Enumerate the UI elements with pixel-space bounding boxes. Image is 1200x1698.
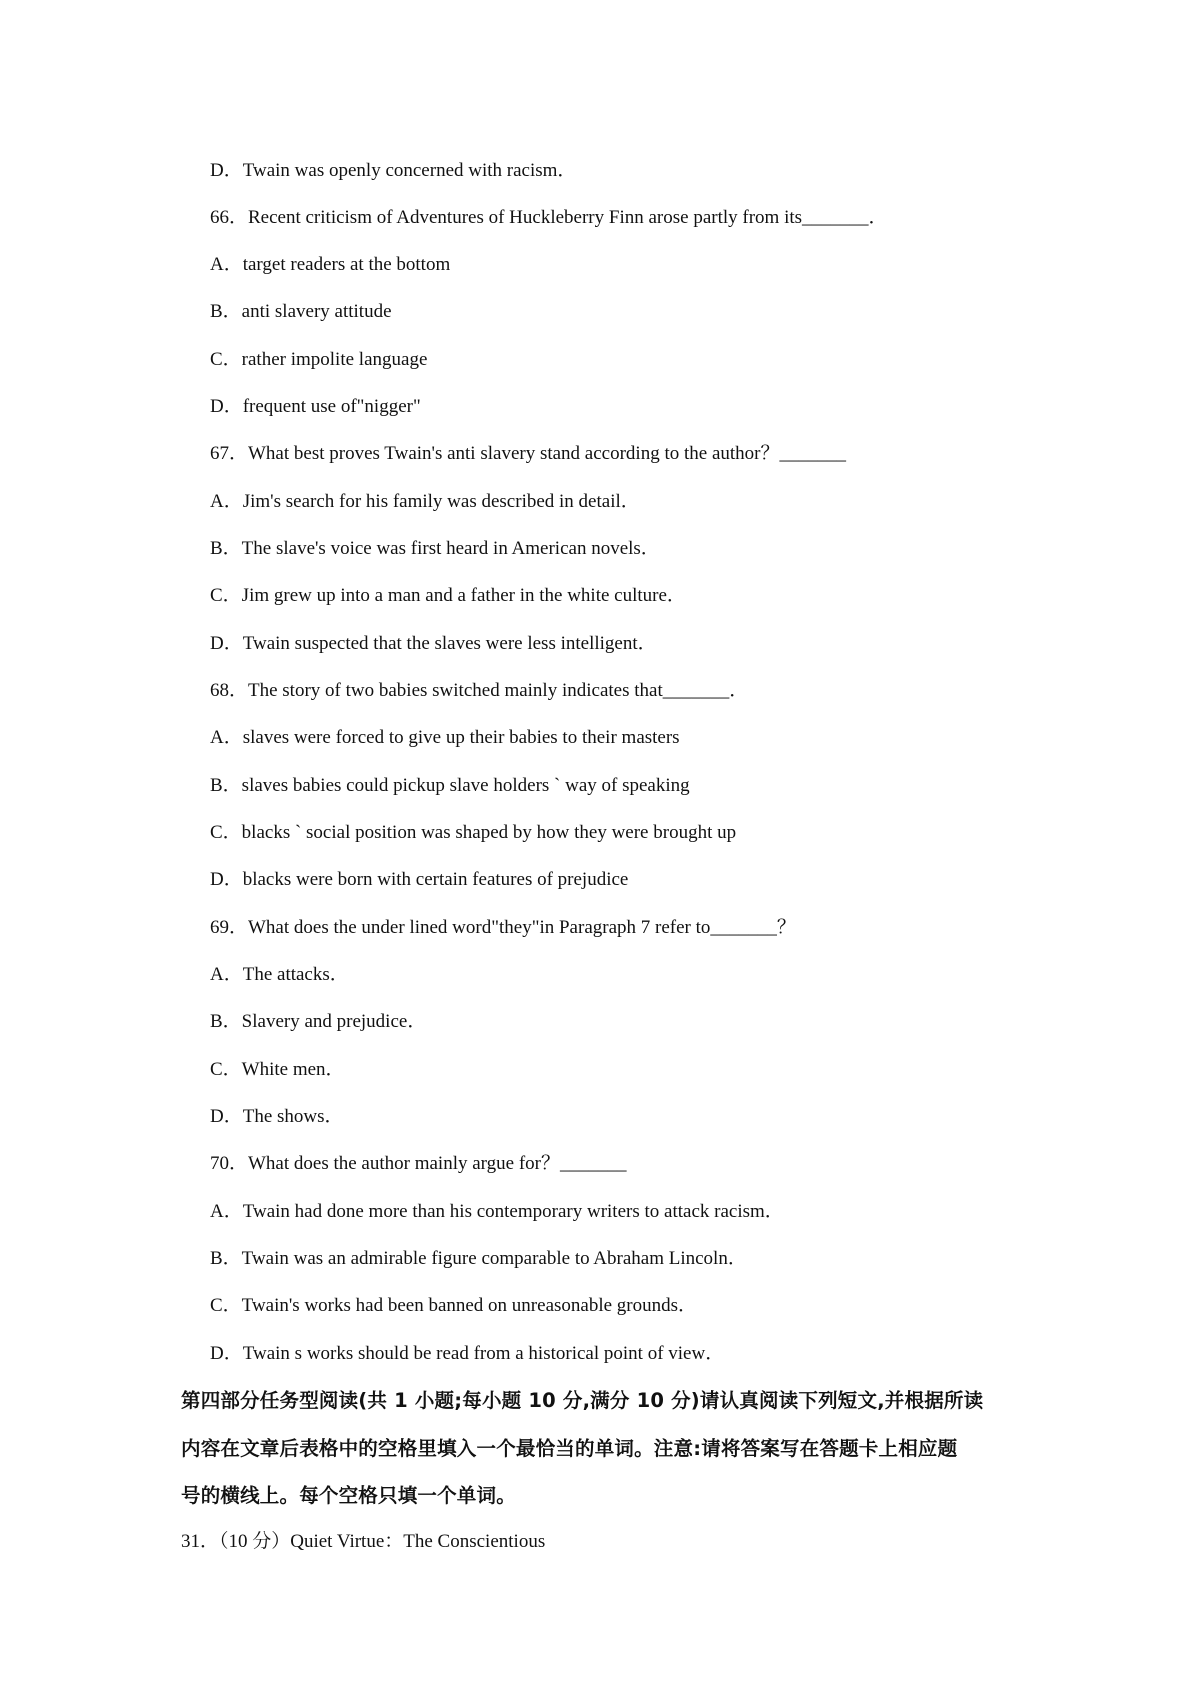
option-d-66: D．frequent use of"nigger" bbox=[210, 396, 421, 417]
option-c-70: C．Twain's works had been banned on unreasonable grounds． bbox=[210, 1295, 698, 1316]
option-d-67: D．Twain suspected that the slaves were less intelligent． bbox=[210, 633, 657, 654]
option-b-67: B．The slave's voice was first heard in American novels． bbox=[210, 538, 660, 559]
option-d-68: D．blacks were born with certain features of prejudice bbox=[210, 869, 629, 890]
question-67: 67．What best proves Twain's anti slavery stand according to the author？_______ bbox=[210, 443, 846, 464]
option-c-68: C．blacks ˋ social position was shaped by how they were brought up bbox=[210, 822, 737, 843]
question-66: 66．Recent criticism of Adventures of Huckleberry Finn arose partly from its_______． bbox=[210, 207, 888, 228]
question-69: 69．What does the under lined word"they"in Paragraph 7 refer to_______？ bbox=[210, 917, 796, 938]
question-68: 68．The story of two babies switched mainly indicates that_______． bbox=[210, 680, 749, 701]
option-d-70: D．Twain s works should be read from a historical point of view． bbox=[210, 1343, 725, 1364]
option-b-66: B．anti slavery attitude bbox=[210, 301, 392, 322]
option-b-70: B．Twain was an admirable figure comparable to Abraham Lincoln． bbox=[210, 1248, 747, 1269]
section-header-line-1: 第四部分任务型阅读(共 1 小题;每小题 10 分,满分 10 分)请认真阅读下列短文,并根据所读 bbox=[181, 1389, 984, 1412]
option-a-67: A．Jim's search for his family was described in detail． bbox=[210, 491, 640, 512]
section-header-line-3: 号的横线上。每个空格只填一个单词。 bbox=[181, 1484, 516, 1507]
option-c-66: C．rather impolite language bbox=[210, 349, 428, 370]
question-70: 70．What does the author mainly argue for？_______ bbox=[210, 1153, 627, 1174]
option-d-65: D．Twain was openly concerned with racism． bbox=[210, 160, 577, 181]
option-c-67: C．Jim grew up into a man and a father in the white culture． bbox=[210, 585, 686, 606]
option-a-70: A．Twain had done more than his contemporary writers to attack racism． bbox=[210, 1201, 784, 1222]
option-b-68: B．slaves babies could pickup slave holders ˋ way of speaking bbox=[210, 775, 690, 796]
question-31-title: 31．（10 分）Quiet Virtue：The Conscientious bbox=[181, 1531, 546, 1552]
section-header-line-2: 内容在文章后表格中的空格里填入一个最恰当的单词。注意:请将答案写在答题卡上相应题 bbox=[181, 1437, 958, 1460]
option-a-66: A．target readers at the bottom bbox=[210, 254, 451, 275]
option-c-69: C．White men． bbox=[210, 1059, 345, 1080]
option-a-68: A．slaves were forced to give up their babies to their masters bbox=[210, 727, 680, 748]
option-b-69: B．Slavery and prejudice． bbox=[210, 1011, 427, 1032]
option-d-69: D．The shows． bbox=[210, 1106, 344, 1127]
option-a-69: A．The attacks． bbox=[210, 964, 349, 985]
